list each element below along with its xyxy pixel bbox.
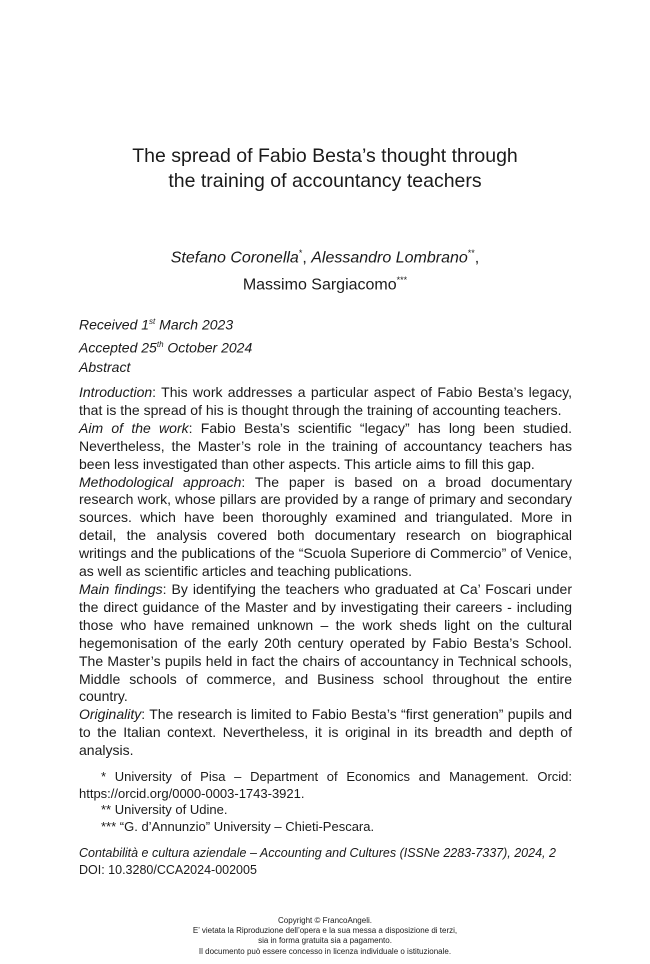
abstract-paragraph (79, 706, 572, 760)
section-label: Introduction (79, 384, 153, 400)
section-text: : This work addresses a particular aspect of Fabio Besta’s legacy, that is the spread of his is thought through the training of accounting teachers. (79, 384, 572, 418)
authors-line-1: Stefano Coronella*, Alessandro Lombrano**, (170, 248, 480, 267)
section-label: Originality (79, 706, 142, 723)
author-name: Alessandro Lombrano (311, 249, 468, 267)
submission-dates (79, 312, 252, 357)
section-text: : Fabio Besta’s scientific “legacy” has long been studied. Nevertheless, the Master’s role in the training of accountancy teachers has been less investigated than other aspects. This article aims to fill this gap. (79, 419, 572, 472)
copyright-line: Copyright © FrancoAngeli. (278, 916, 372, 925)
author-footnotes (79, 769, 572, 835)
abstract-paragraph (79, 384, 572, 420)
copyright-line: Il documento può essere concesso in licenza individuale o istituzionale. (198, 946, 452, 956)
accepted-date: Accepted 25th October 2024 (79, 339, 253, 356)
section-text: : By identifying the teachers who graduated at Ca’ Foscari under the direct guidance of the Master and by investigating their careers - including those who have remained unknown – the work sheds light on the cultural hegemonisation of the early 20th century operated by Fabio Besta’s School. The Master’s pupils held in fact the chairs of accountancy in Technical schools, Middle schools of commerce, and Business school throughout the entire country. (79, 580, 572, 705)
author-footnote-mark: *** (396, 275, 408, 286)
author-list (0, 242, 650, 297)
journal-info (79, 845, 572, 879)
copyright-notice (0, 916, 650, 957)
title-line-2: the training of accountancy teachers (168, 170, 482, 192)
abstract-heading: Abstract (79, 359, 131, 375)
received-date: Received 1st March 2023 (79, 316, 234, 333)
abstract-paragraph (79, 581, 572, 706)
author-footnote-mark: ** (467, 248, 475, 258)
author-name: Massimo Sargiacomo (242, 276, 397, 294)
footnote: ** University of Udine. (101, 802, 228, 817)
copyright-line: E’ vietata la Riproduzione dell’opera e la sua messa a disposizione di terzi, (192, 926, 458, 936)
copyright-line: sia in forma gratuita sia a pagamento. (258, 936, 392, 946)
footnote: * University of Pisa – Department of Economics and Management. Orcid: https://orcid.org/0000-0003-1743-3921. (79, 769, 572, 801)
journal-citation: Contabilità e cultura aziendale – Accounting and Cultures (ISSNe 2283-7337), 2024, 2 (79, 846, 556, 860)
author-name: Stefano Coronella (170, 249, 299, 267)
footnote: *** “G. d’Annunzio” University – Chieti-Pescara. (101, 818, 375, 834)
section-text: : The research is limited to Fabio Besta’s “first generation” pupils and to the Italian context. Nevertheless, it is original in its breadth and depth of analysis. (79, 706, 572, 759)
title-line-1: The spread of Fabio Besta’s thought through (132, 145, 518, 167)
abstract-body (79, 384, 572, 760)
section-label: Methodological approach (79, 473, 242, 490)
abstract-paragraph (79, 420, 572, 474)
section-label: Aim of the work (79, 419, 189, 436)
section-label: Main findings (79, 580, 163, 597)
abstract-paragraph (79, 474, 572, 581)
author-footnote-mark: * (298, 248, 303, 258)
doi: DOI: 10.3280/CCA2024-002005 (79, 863, 257, 877)
authors-line-2 (0, 269, 650, 296)
section-text: : The paper is based on a broad documentary research work, whose pillars are provided by a range of primary and secondary sources. which have been thoroughly examined and triangulated. More in detail, the analysis covered both documentary research on biographical writings and the publications of the “Scuola Superiore di Commercio” of Venice, as well as scientific articles and teaching publications. (79, 473, 572, 580)
paper-title (0, 144, 650, 194)
